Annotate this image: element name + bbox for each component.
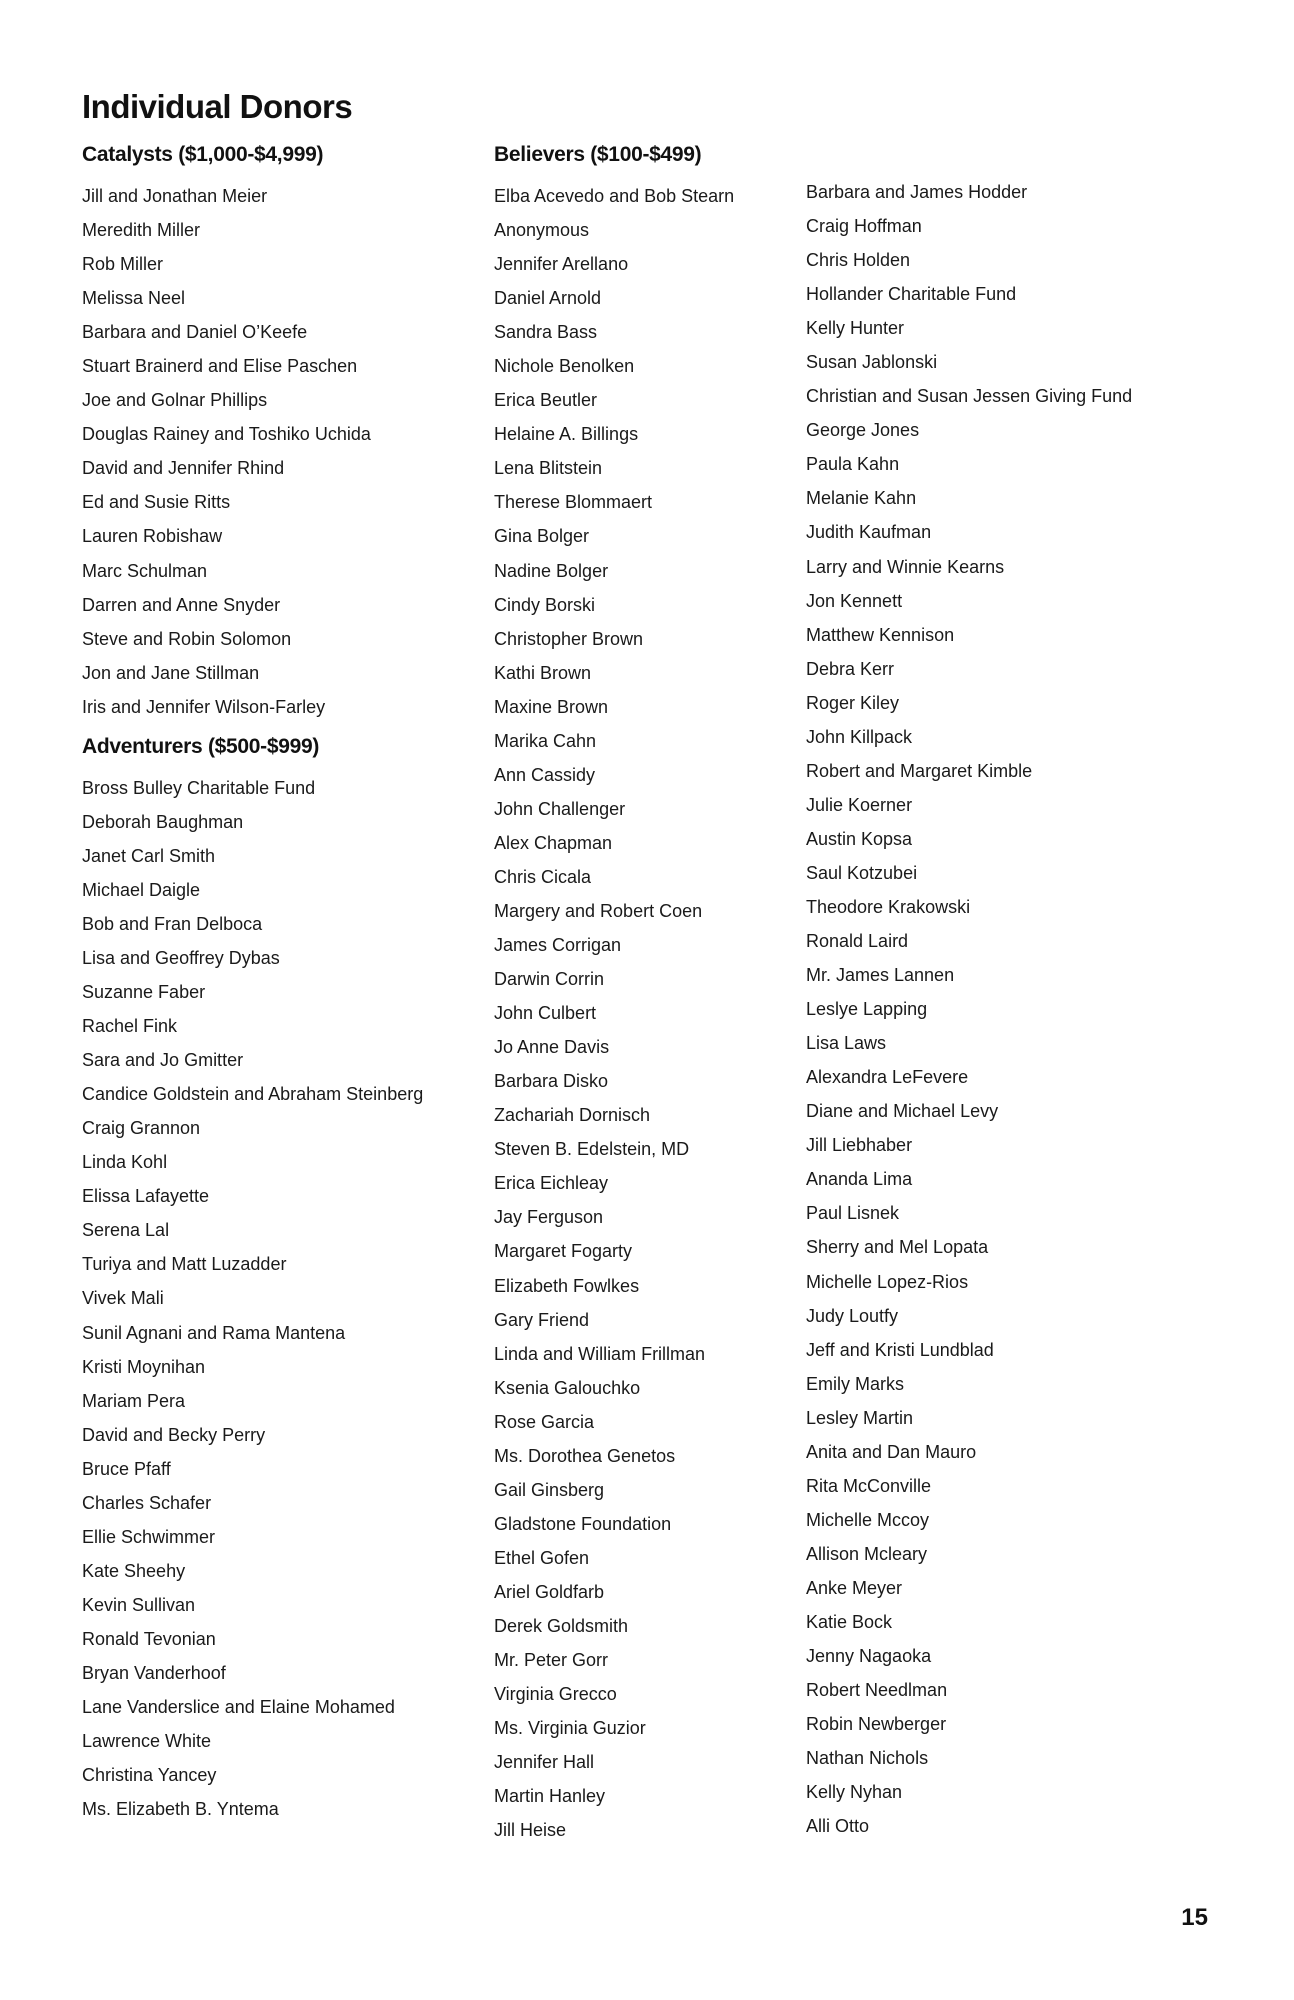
donor-name: Charles Schafer xyxy=(82,1492,212,1513)
donor-name: Debra Kerr xyxy=(806,658,895,679)
donor-name: Nathan Nichols xyxy=(806,1748,929,1769)
donor-name: Steve and Robin Solomon xyxy=(82,628,292,649)
donor-name: Diane and Michael Levy xyxy=(806,1101,999,1122)
donor-name: Jay Ferguson xyxy=(494,1207,604,1228)
believers-donor-list xyxy=(494,179,794,1847)
donor-name: Jon Kennett xyxy=(806,590,903,611)
donor-name: Ronald Laird xyxy=(806,931,909,952)
donor-name: David and Becky Perry xyxy=(82,1424,266,1445)
donor-name: Cindy Borski xyxy=(494,594,596,615)
donor-name: Alli Otto xyxy=(806,1816,870,1837)
donor-name: Maxine Brown xyxy=(494,696,609,717)
donor-name: Margery and Robert Coen xyxy=(494,900,703,921)
donor-name: Lena Blitstein xyxy=(494,458,603,479)
donor-name: Ms. Dorothea Genetos xyxy=(494,1445,676,1466)
donor-name: Alexandra LeFevere xyxy=(806,1067,969,1088)
donor-name: Daniel Arnold xyxy=(494,288,602,309)
donor-name: Kristi Moynihan xyxy=(82,1356,206,1377)
donor-name: Linda and William Frillman xyxy=(494,1343,706,1364)
donor-name: Deborah Baughman xyxy=(82,811,244,832)
donor-name: Marc Schulman xyxy=(82,560,208,581)
donor-name: Therese Blommaert xyxy=(494,492,653,513)
donor-name: Anita and Dan Mauro xyxy=(806,1441,977,1462)
donor-name: Emily Marks xyxy=(806,1373,904,1394)
donor-name: Jon and Jane Stillman xyxy=(82,662,260,683)
donor-name: Ksenia Galouchko xyxy=(494,1377,641,1398)
page-title: Individual Donors xyxy=(82,88,353,125)
donor-name: Elissa Lafayette xyxy=(82,1186,210,1207)
donor-name: Mr. Peter Gorr xyxy=(494,1650,609,1671)
donor-name: Douglas Rainey and Toshiko Uchida xyxy=(82,424,371,445)
believers-heading: Believers ($100-$499) xyxy=(494,143,702,166)
donor-name: Ann Cassidy xyxy=(494,764,596,785)
donor-name: Turiya and Matt Luzadder xyxy=(82,1254,287,1275)
donor-name: Bross Bulley Charitable Fund xyxy=(82,777,316,798)
donor-name: Bruce Pfaff xyxy=(82,1458,171,1479)
donor-name: Martin Hanley xyxy=(494,1786,606,1807)
donor-name: Serena Lal xyxy=(82,1220,170,1241)
donor-name: Theodore Krakowski xyxy=(806,896,971,917)
donor-name: Kathi Brown xyxy=(494,662,592,683)
donor-name: Judy Loutfy xyxy=(806,1305,899,1326)
donor-name: Jo Anne Davis xyxy=(494,1037,610,1058)
donor-name: Ananda Lima xyxy=(806,1169,913,1190)
donor-name: Ms. Elizabeth B. Yntema xyxy=(82,1799,279,1820)
adventurers-heading: Adventurers ($500-$999) xyxy=(82,734,320,758)
donor-name: David and Jennifer Rhind xyxy=(82,458,285,479)
donor-name: Alex Chapman xyxy=(494,832,613,853)
donor-name: Kevin Sullivan xyxy=(82,1594,196,1615)
donor-name: Gail Ginsberg xyxy=(494,1479,605,1500)
donor-name: Robert and Margaret Kimble xyxy=(806,760,1033,781)
catalysts-donor-list xyxy=(82,179,482,724)
donor-name: Anonymous xyxy=(494,220,590,241)
donor-name: Marika Cahn xyxy=(494,730,597,751)
donor-name: Elba Acevedo and Bob Stearn xyxy=(494,186,735,206)
donor-name: Anke Meyer xyxy=(806,1577,903,1598)
donor-name: Kelly Hunter xyxy=(806,318,905,339)
donor-name: Iris and Jennifer Wilson-Farley xyxy=(82,696,326,717)
donor-name: Paul Lisnek xyxy=(806,1203,900,1224)
donor-name: Stuart Brainerd and Elise Paschen xyxy=(82,356,358,377)
donor-name: Mariam Pera xyxy=(82,1390,186,1411)
donor-name: Katie Bock xyxy=(806,1611,893,1632)
donor-name: Janet Carl Smith xyxy=(82,845,216,866)
believers-donor-list-continued xyxy=(806,175,1246,1843)
donor-name: Craig Grannon xyxy=(82,1118,201,1139)
donor-name: Jeff and Kristi Lundblad xyxy=(806,1339,994,1360)
donor-name: Gladstone Foundation xyxy=(494,1513,672,1534)
donor-name: Larry and Winnie Kearns xyxy=(806,556,1005,577)
donor-name: Nadine Bolger xyxy=(494,560,609,581)
donor-name: John Killpack xyxy=(806,726,913,747)
donor-name: Erica Eichleay xyxy=(494,1173,609,1194)
donor-name: Rita McConville xyxy=(806,1475,932,1496)
donor-name: Kate Sheehy xyxy=(82,1560,186,1581)
donor-name: Bob and Fran Delboca xyxy=(82,913,263,934)
donor-name: Allison Mcleary xyxy=(806,1543,928,1564)
donor-name: Julie Koerner xyxy=(806,794,913,815)
donor-name: Nichole Benolken xyxy=(494,356,635,377)
column-right xyxy=(806,175,1246,1843)
donor-name: Sherry and Mel Lopata xyxy=(806,1237,989,1258)
donor-name: Christina Yancey xyxy=(82,1765,217,1786)
donor-name: Saul Kotzubei xyxy=(806,862,918,883)
donor-name: Melanie Kahn xyxy=(806,488,917,509)
donor-name: Lawrence White xyxy=(82,1731,212,1752)
donor-name: Robin Newberger xyxy=(806,1714,947,1735)
donor-name: John Culbert xyxy=(494,1003,597,1024)
donor-name: Barbara and Daniel O’Keefe xyxy=(82,322,308,343)
donor-name: Gary Friend xyxy=(494,1309,590,1330)
donor-name: Joe and Golnar Phillips xyxy=(82,390,268,411)
donor-name: Lane Vanderslice and Elaine Mohamed xyxy=(82,1697,395,1718)
donor-name: Darwin Corrin xyxy=(494,969,605,990)
donor-name: Ronald Tevonian xyxy=(82,1628,216,1649)
column-middle xyxy=(494,140,794,1847)
donor-name: Zachariah Dornisch xyxy=(494,1105,651,1126)
donor-name: Sandra Bass xyxy=(494,322,598,343)
donor-name: Gina Bolger xyxy=(494,526,590,547)
donor-name: Michael Daigle xyxy=(82,879,201,900)
donor-name: Sara and Jo Gmitter xyxy=(82,1050,244,1071)
donor-name: Sunil Agnani and Rama Mantena xyxy=(82,1322,346,1343)
donor-name: Matthew Kennison xyxy=(806,624,955,645)
donor-name: James Corrigan xyxy=(494,935,622,956)
donor-name: George Jones xyxy=(806,420,920,441)
donor-name: Chris Cicala xyxy=(494,866,592,887)
page-number: 15 xyxy=(1181,1904,1208,1931)
donor-name: Lauren Robishaw xyxy=(82,526,223,547)
donor-name: Margaret Fogarty xyxy=(494,1241,633,1262)
donor-name: Kelly Nyhan xyxy=(806,1782,903,1803)
donor-name: Darren and Anne Snyder xyxy=(82,594,281,615)
column-left xyxy=(82,140,482,1826)
donor-name: Susan Jablonski xyxy=(806,352,938,373)
donor-name: Meredith Miller xyxy=(82,220,201,241)
donor-name: Derek Goldsmith xyxy=(494,1615,629,1636)
donor-name: Suzanne Faber xyxy=(82,982,206,1003)
donor-name: Robert Needlman xyxy=(806,1680,948,1701)
donor-name: Hollander Charitable Fund xyxy=(806,284,1017,305)
donor-name: Jill and Jonathan Meier xyxy=(82,186,268,206)
donor-name: Rose Garcia xyxy=(494,1411,595,1432)
donor-name: Jill Liebhaber xyxy=(806,1135,913,1156)
donor-name: Melissa Neel xyxy=(82,288,186,309)
donor-name: Rob Miller xyxy=(82,254,164,275)
donor-name: Mr. James Lannen xyxy=(806,965,955,986)
donor-name: John Challenger xyxy=(494,798,626,819)
donor-name: Lesley Martin xyxy=(806,1407,914,1428)
adventurers-donor-list xyxy=(82,771,482,1826)
donor-name: Michelle Lopez-Rios xyxy=(806,1271,969,1292)
donor-name: Craig Hoffman xyxy=(806,216,922,237)
donor-name: Rachel Fink xyxy=(82,1016,178,1037)
donor-name: Lisa and Geoffrey Dybas xyxy=(82,947,280,968)
donor-name: Barbara and James Hodder xyxy=(806,182,1028,202)
donor-name: Christopher Brown xyxy=(494,628,644,649)
donor-name: Linda Kohl xyxy=(82,1152,168,1173)
donor-name: Vivek Mali xyxy=(82,1288,164,1309)
catalysts-heading: Catalysts ($1,000-$4,999) xyxy=(82,143,324,166)
donor-name: Steven B. Edelstein, MD xyxy=(494,1139,690,1160)
donor-name: Ariel Goldfarb xyxy=(494,1581,605,1602)
donor-name: Ellie Schwimmer xyxy=(82,1526,216,1547)
donor-name: Chris Holden xyxy=(806,250,911,271)
donor-name: Elizabeth Fowlkes xyxy=(494,1275,640,1296)
donor-name: Ms. Virginia Guzior xyxy=(494,1718,646,1739)
donor-name: Paula Kahn xyxy=(806,454,900,475)
donor-name: Ethel Gofen xyxy=(494,1547,590,1568)
donor-name: Barbara Disko xyxy=(494,1071,609,1092)
donor-name: Candice Goldstein and Abraham Steinberg xyxy=(82,1084,424,1105)
donor-name: Jennifer Arellano xyxy=(494,254,629,275)
donor-name: Roger Kiley xyxy=(806,692,900,713)
donor-name: Jill Heise xyxy=(494,1820,567,1841)
donor-name: Jenny Nagaoka xyxy=(806,1646,932,1667)
donor-name: Michelle Mccoy xyxy=(806,1509,930,1530)
donor-name: Jennifer Hall xyxy=(494,1752,595,1773)
donor-name: Judith Kaufman xyxy=(806,522,932,543)
donor-name: Lisa Laws xyxy=(806,1033,887,1054)
donor-name: Helaine A. Billings xyxy=(494,424,639,445)
donor-name: Leslye Lapping xyxy=(806,999,928,1020)
donor-name: Christian and Susan Jessen Giving Fund xyxy=(806,386,1133,407)
donor-name: Ed and Susie Ritts xyxy=(82,492,231,513)
donor-name: Erica Beutler xyxy=(494,390,598,411)
donor-name: Bryan Vanderhoof xyxy=(82,1662,226,1683)
donor-name: Austin Kopsa xyxy=(806,828,913,849)
donor-name: Virginia Grecco xyxy=(494,1684,617,1705)
